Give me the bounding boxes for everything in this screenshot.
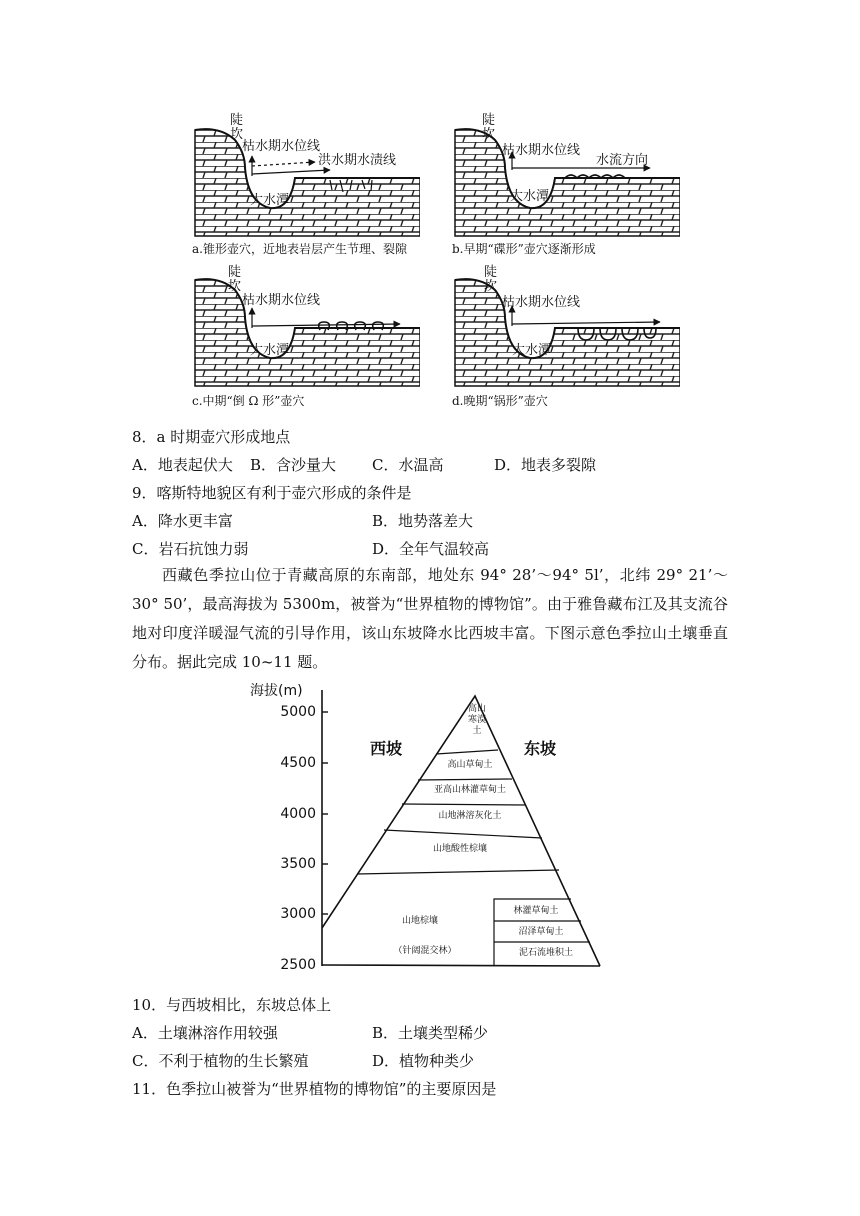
q8-option-a: A．地表起伏大 [132,456,233,474]
zone-mixed-forest-note: （针阔混交林） [393,946,457,956]
pool-label: 大水潭 [512,343,552,358]
panel-caption: d.晚期“锅形”壶穴 [452,394,548,408]
west-slope-label: 西坡 [370,739,403,758]
y-tick: 4000 [280,806,316,822]
zone-brown-soil: 山地棕壤 [401,916,438,926]
q8-option-b: B．含沙量大 [250,456,337,474]
zone-east-debris-flow-soil: 泥石流堆积土 [518,948,573,958]
q9-option-c: C．岩石抗蚀力弱 [132,540,249,558]
flow-direction-label: 水流方向 [596,153,649,168]
pothole-panel-c [190,265,420,408]
q9-option-a: A．降水更丰富 [132,512,233,530]
pothole-panel-d [450,265,680,408]
pool-label: 大水潭 [250,343,290,358]
panel-caption: c.中期“倒 Ω 形”壶穴 [192,394,305,408]
zone-alpine-meadow-soil: 高山草甸土 [447,760,493,770]
low-water-label: 枯水期水位线 [502,295,581,310]
cliff-label: 陡坎 [482,113,496,142]
q8-option-d: D．地表多裂隙 [494,456,597,474]
y-axis-label: 海拔(m) [250,683,303,699]
pool-label: 大水潭 [510,189,550,204]
question-8-stem: 8．a 时期壶穴形成地点 [132,428,291,446]
passage-text: 西藏色季拉山位于青藏高原的东南部，地处东 94° 28’～94° 5l’，北纬 29° 21’～30° 50’，最高海拔为 5300m，被誉为“世界植物的博物馆”。由于雅鲁藏布江及其支流谷地对印度洋暖湿气流的引导作用，该山东坡降水比西坡丰富。下图示意色季拉山土壤垂直分布。据此完成 10~11 题。 [132,566,728,671]
panel-caption: a.锥形壶穴，近地表岩层产生节理、裂隙 [192,242,407,256]
y-tick: 3500 [280,856,316,872]
pothole-panel-a [190,113,420,258]
zone-east-marsh-meadow-soil: 沼泽草甸土 [518,927,564,937]
low-water-label: 枯水期水位线 [242,293,321,308]
q10-option-a: A．土壤淋溶作用较强 [132,1024,278,1042]
zone-subalpine-shrub-meadow-soil: 亚高山林灌草甸土 [433,785,506,795]
cliff-label: 陡坎 [230,113,244,142]
panel-caption: b.早期“碟形”壶穴逐渐形成 [452,242,596,256]
soil-profile-figure [250,678,610,974]
low-water-label: 枯水期水位线 [502,143,581,158]
question-11-stem: 11．色季拉山被誉为“世界植物的博物馆”的主要原因是 [132,1080,497,1098]
pothole-diagram-c [190,265,420,408]
cliff-label: 陡坎 [228,265,242,294]
zone-podzolic-soil: 山地淋溶灰化土 [438,811,502,821]
q8-option-c: C．水温高 [372,456,444,474]
pothole-panel-b [450,113,680,258]
east-slope-label: 东坡 [524,739,557,758]
flood-line-label: 洪水期水渍线 [318,153,397,168]
q9-option-b: B．地势落差大 [372,512,474,530]
pool-label: 大水潭 [250,193,290,208]
y-tick: 5000 [280,704,316,720]
low-water-label: 枯水期水位线 [242,139,321,154]
cliff-label: 陡坎 [484,265,498,294]
zone-alpine-desert-soil: 高山寒漠土 [467,704,486,736]
q10-option-d: D．植物种类少 [372,1052,475,1070]
q9-option-d: D．全年气温较高 [372,540,490,558]
question-9-stem: 9．喀斯特地貌区有利于壶穴形成的条件是 [132,484,412,502]
zone-acid-brown-soil: 山地酸性棕壤 [432,844,487,854]
question-10-stem: 10．与西坡相比，东坡总体上 [132,996,332,1014]
y-tick: 4500 [280,755,316,771]
y-tick: 3000 [280,906,316,922]
zone-east-shrub-meadow-soil: 林灌草甸土 [513,906,559,916]
q10-option-b: B．土壤类型稀少 [372,1024,489,1042]
q10-option-c: C．不利于植物的生长繁殖 [132,1052,309,1070]
y-tick: 2500 [280,957,316,973]
